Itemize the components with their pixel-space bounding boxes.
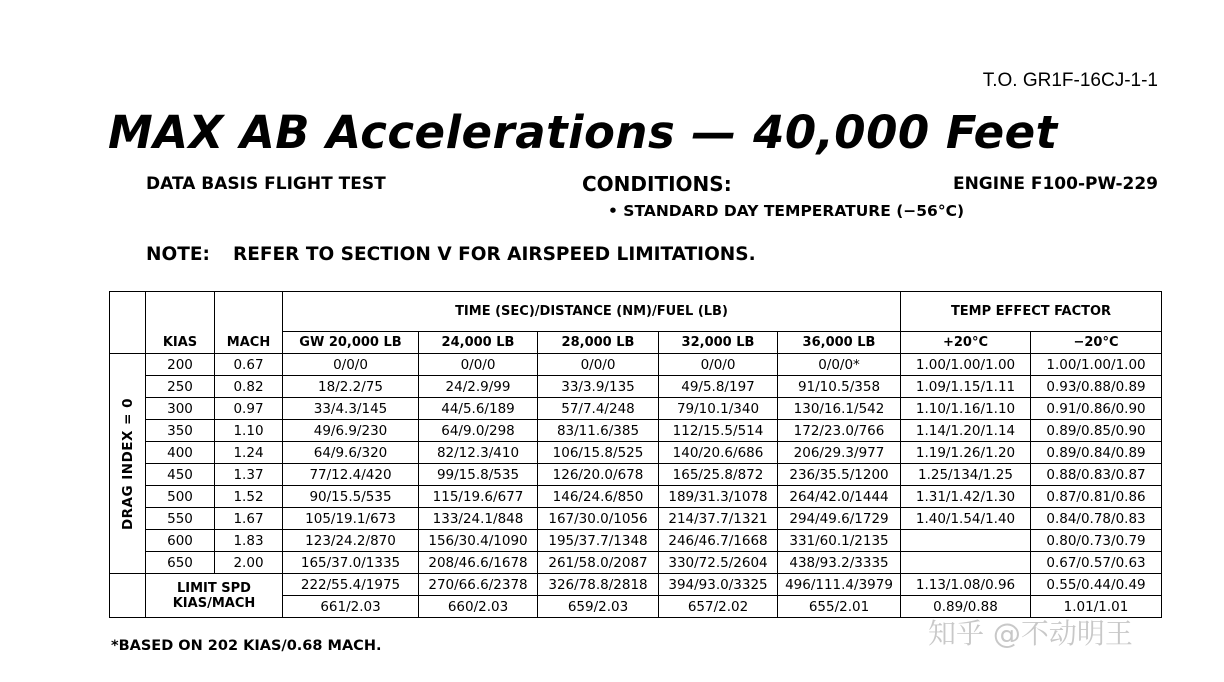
table-cell: 438/93.2/3335 [778, 552, 901, 574]
table-cell: 112/15.5/514 [659, 420, 778, 442]
table-cell: 1.67 [215, 508, 283, 530]
page-title: MAX AB Accelerations — 40,000 Feet [108, 106, 1058, 159]
table-cell: 264/42.0/1444 [778, 486, 901, 508]
table-cell: 0/0/0 [538, 354, 659, 376]
table-cell: 236/35.5/1200 [778, 464, 901, 486]
table-cell [901, 530, 1031, 552]
table-cell: 49/5.8/197 [659, 376, 778, 398]
table-cell: 659/2.03 [538, 596, 659, 618]
table-cell: 140/20.6/686 [659, 442, 778, 464]
table-cell: 1.52 [215, 486, 283, 508]
table-cell: 33/4.3/145 [283, 398, 419, 420]
drag-index-label [110, 354, 146, 574]
table-cell: 660/2.03 [419, 596, 538, 618]
table-cell: 0.82 [215, 376, 283, 398]
table-cell: 105/19.1/673 [283, 508, 419, 530]
table-cell: 0.84/0.78/0.83 [1031, 508, 1162, 530]
table-cell: 250 [146, 376, 215, 398]
table-cell: 123/24.2/870 [283, 530, 419, 552]
table-cell: 496/111.4/3979 [778, 574, 901, 596]
table-cell: 214/37.7/1321 [659, 508, 778, 530]
table-cell: 77/12.4/420 [283, 464, 419, 486]
col-header-weight: 36,000 LB [778, 332, 901, 354]
table-cell: 82/12.3/410 [419, 442, 538, 464]
table-cell: 1.83 [215, 530, 283, 552]
limit-label-line2: KIAS/MACH [172, 595, 256, 611]
table-cell: 270/66.6/2378 [419, 574, 538, 596]
table-row [110, 552, 1162, 574]
table-cell: 550 [146, 508, 215, 530]
engine-label: ENGINE F100-PW-229 [952, 174, 1158, 194]
table-cell: 400 [146, 442, 215, 464]
limit-row [110, 574, 1162, 596]
table-cell: 500 [146, 486, 215, 508]
table-cell: 83/11.6/385 [538, 420, 659, 442]
table-cell: 300 [146, 398, 215, 420]
table-cell: 0/0/0 [659, 354, 778, 376]
table-cell: 115/19.6/677 [419, 486, 538, 508]
table-cell: 294/49.6/1729 [778, 508, 901, 530]
data-basis: DATA BASIS FLIGHT TEST [146, 174, 386, 194]
table-cell: 1.13/1.08/0.96 [901, 574, 1031, 596]
table-cell: 167/30.0/1056 [538, 508, 659, 530]
table-cell: 1.40/1.54/1.40 [901, 508, 1031, 530]
table-cell: 1.01/1.01 [1031, 596, 1162, 618]
col-header-weight: GW 20,000 LB [283, 332, 419, 354]
table-cell: 18/2.2/75 [283, 376, 419, 398]
drag-index-text: DRAG INDEX = 0 [119, 397, 136, 530]
table-cell: 49/6.9/230 [283, 420, 419, 442]
table-cell: 90/15.5/535 [283, 486, 419, 508]
table-cell: 172/23.0/766 [778, 420, 901, 442]
table-cell: 330/72.5/2604 [659, 552, 778, 574]
col-header-weight: 24,000 LB [419, 332, 538, 354]
col-header-temp: −20°C [1031, 332, 1162, 354]
table-cell: 0.67/0.57/0.63 [1031, 552, 1162, 574]
table-cell: 0.80/0.73/0.79 [1031, 530, 1162, 552]
col-header-weight: 28,000 LB [538, 332, 659, 354]
table-cell: 1.10/1.16/1.10 [901, 398, 1031, 420]
table-cell: 64/9.0/298 [419, 420, 538, 442]
table-cell: 450 [146, 464, 215, 486]
table-cell [901, 552, 1031, 574]
watermark: 知乎 @不动明王 [928, 617, 1133, 650]
table-row [110, 442, 1162, 464]
table-cell: 0/0/0* [778, 354, 901, 376]
table-cell: 195/37.7/1348 [538, 530, 659, 552]
acceleration-table [109, 291, 1162, 618]
table-cell: 0.89/0.85/0.90 [1031, 420, 1162, 442]
table-cell: 24/2.9/99 [419, 376, 538, 398]
table-cell: 156/30.4/1090 [419, 530, 538, 552]
table-cell: 99/15.8/535 [419, 464, 538, 486]
table-cell: 350 [146, 420, 215, 442]
table-row [110, 420, 1162, 442]
table-row [110, 530, 1162, 552]
table-cell: 1.31/1.42/1.30 [901, 486, 1031, 508]
table-cell: 1.25/134/1.25 [901, 464, 1031, 486]
table-cell: 650 [146, 552, 215, 574]
table-cell: 0.93/0.88/0.89 [1031, 376, 1162, 398]
group-header-time: TIME (SEC)/DISTANCE (NM)/FUEL (LB) [283, 292, 901, 332]
table-cell: 657/2.02 [659, 596, 778, 618]
table-row [110, 508, 1162, 530]
group-header-temp: TEMP EFFECT FACTOR [901, 292, 1162, 332]
table-row [110, 486, 1162, 508]
table-cell: 261/58.0/2087 [538, 552, 659, 574]
table-cell: 1.00/1.00/1.00 [1031, 354, 1162, 376]
limit-label-line1: LIMIT SPD [177, 580, 251, 596]
table-cell: 326/78.8/2818 [538, 574, 659, 596]
table-cell: 2.00 [215, 552, 283, 574]
col-header-temp: +20°C [901, 332, 1031, 354]
table-row [110, 354, 1162, 376]
table-cell: 331/60.1/2135 [778, 530, 901, 552]
table-cell: 79/10.1/340 [659, 398, 778, 420]
col-header-weight: 32,000 LB [659, 332, 778, 354]
limit-corner [110, 574, 146, 618]
table-cell: 106/15.8/525 [538, 442, 659, 464]
condition-item: • STANDARD DAY TEMPERATURE (−56°C) [608, 202, 965, 220]
table-cell: 0.88/0.83/0.87 [1031, 464, 1162, 486]
table-cell: 0.55/0.44/0.49 [1031, 574, 1162, 596]
note-text: REFER TO SECTION V FOR AIRSPEED LIMITATIONS. [233, 244, 756, 265]
table-cell: 130/16.1/542 [778, 398, 901, 420]
document-number: T.O. GR1F-16CJ-1-1 [982, 70, 1158, 91]
table-cell: 208/46.6/1678 [419, 552, 538, 574]
table-cell: 91/10.5/358 [778, 376, 901, 398]
table-cell: 44/5.6/189 [419, 398, 538, 420]
table-cell: 0.67 [215, 354, 283, 376]
note-label: NOTE: [146, 244, 210, 265]
table-cell: 394/93.0/3325 [659, 574, 778, 596]
footnote: *BASED ON 202 KIAS/0.68 MACH. [111, 638, 382, 654]
table-cell: 126/20.0/678 [538, 464, 659, 486]
table-cell: 146/24.6/850 [538, 486, 659, 508]
table-cell: 206/29.3/977 [778, 442, 901, 464]
table-cell: 165/37.0/1335 [283, 552, 419, 574]
table-cell: 200 [146, 354, 215, 376]
table-row [110, 464, 1162, 486]
table-cell: 1.09/1.15/1.11 [901, 376, 1031, 398]
table-cell: 1.14/1.20/1.14 [901, 420, 1031, 442]
table-cell: 661/2.03 [283, 596, 419, 618]
table-cell: 33/3.9/135 [538, 376, 659, 398]
table-cell: 1.19/1.26/1.20 [901, 442, 1031, 464]
col-header-mach: MACH [215, 292, 283, 354]
table-cell: 0.97 [215, 398, 283, 420]
table-cell: 1.37 [215, 464, 283, 486]
table-cell: 1.24 [215, 442, 283, 464]
col-header-kias: KIAS [146, 292, 215, 354]
table-row [110, 376, 1162, 398]
table-cell: 57/7.4/248 [538, 398, 659, 420]
table-cell: 0.89/0.84/0.89 [1031, 442, 1162, 464]
corner-cell [110, 292, 146, 354]
limit-speed-label [146, 574, 283, 618]
table-cell: 1.00/1.00/1.00 [901, 354, 1031, 376]
table-row [110, 398, 1162, 420]
table-cell: 0/0/0 [419, 354, 538, 376]
table-cell: 655/2.01 [778, 596, 901, 618]
table-cell: 0.89/0.88 [901, 596, 1031, 618]
table-cell: 222/55.4/1975 [283, 574, 419, 596]
table-cell: 1.10 [215, 420, 283, 442]
table-cell: 64/9.6/320 [283, 442, 419, 464]
table-cell: 165/25.8/872 [659, 464, 778, 486]
table-cell: 0.91/0.86/0.90 [1031, 398, 1162, 420]
table-cell: 246/46.7/1668 [659, 530, 778, 552]
table-cell: 133/24.1/848 [419, 508, 538, 530]
conditions-label: CONDITIONS: [582, 172, 732, 196]
table-cell: 0/0/0 [283, 354, 419, 376]
table-cell: 189/31.3/1078 [659, 486, 778, 508]
table-cell: 0.87/0.81/0.86 [1031, 486, 1162, 508]
table-cell: 600 [146, 530, 215, 552]
